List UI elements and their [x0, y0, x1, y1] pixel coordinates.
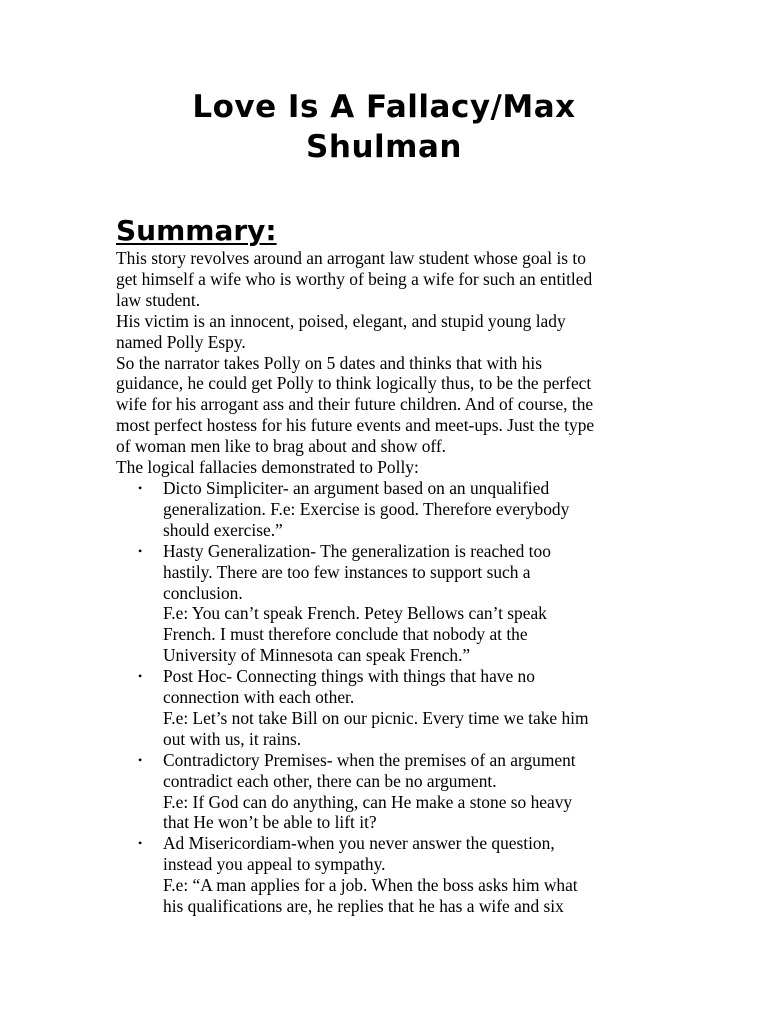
- text-line: So the narrator takes Polly on 5 dates and thinks that with his: [116, 352, 543, 373]
- text-line: F.e: Let’s not take Bill on our picnic. Every time we take him: [163, 707, 589, 728]
- text-line: wife for his arrogant ass and their future children. And of course, the: [116, 394, 594, 415]
- text-line: His victim is an innocent, poised, elegant, and stupid young lady: [116, 310, 566, 331]
- text-line: instead you appeal to sympathy.: [163, 854, 386, 875]
- text-line: most perfect hostess for his future events and meet-ups. Just the type: [116, 415, 595, 436]
- text-line: Contradictory Premises- when the premises of an argument: [163, 749, 576, 770]
- title-line: Shulman: [306, 129, 462, 165]
- bullet-icon: •: [138, 669, 143, 684]
- text-line: conclusion.: [163, 582, 243, 603]
- text-line: This story revolves around an arrogant law student whose goal is to: [116, 248, 586, 268]
- text-line: Dicto Simpliciter- an argument based on an unqualified: [163, 477, 550, 498]
- intro-paragraph: [116, 248, 656, 311]
- text-line: that He won’t be able to lift it?: [163, 812, 377, 833]
- fallacies-intro: [116, 457, 656, 478]
- text-line: Post Hoc- Connecting things with things that have no: [163, 666, 535, 687]
- text-line: contradict each other, there can be no argument.: [163, 770, 497, 791]
- text-line: hastily. There are too few instances to support such a: [163, 561, 531, 582]
- text-line: generalization. F.e: Exercise is good. Therefore everybody: [163, 498, 570, 519]
- bullet-icon: •: [138, 752, 143, 767]
- text-line: F.e: You can’t speak French. Petey Bellows can’t speak: [163, 603, 547, 624]
- text-line: connection with each other.: [163, 687, 355, 708]
- summary-body: [116, 248, 656, 917]
- text-line: Hasty Generalization- The generalization is reached too: [163, 540, 551, 561]
- text-line: get himself a wife who is worthy of being a wife for such an entitled: [116, 268, 593, 289]
- text-line: University of Minnesota can speak French.”: [163, 645, 471, 666]
- fallacy-list: [116, 478, 656, 917]
- text-line: his qualifications are, he replies that he has a wife and six: [163, 896, 564, 917]
- bullet-icon: •: [138, 480, 143, 495]
- dates-paragraph: [116, 353, 656, 458]
- list-item: [116, 541, 656, 666]
- summary-heading: Summary:: [116, 214, 277, 247]
- bullet-icon: •: [138, 543, 143, 558]
- text-line: The logical fallacies demonstrated to Polly:: [116, 457, 419, 478]
- title-line: Love Is A Fallacy/Max: [192, 89, 576, 125]
- text-line: guidance, he could get Polly to think logically thus, to be the perfect: [116, 373, 592, 394]
- list-item: [116, 750, 656, 834]
- bullet-icon: •: [138, 836, 143, 851]
- text-line: F.e: “A man applies for a job. When the boss asks him what: [163, 875, 578, 896]
- text-line: law student.: [116, 289, 201, 310]
- list-item: [116, 833, 656, 917]
- list-item: [116, 478, 656, 541]
- text-line: F.e: If God can do anything, can He make a stone so heavy: [163, 791, 573, 812]
- text-line: out with us, it rains.: [163, 728, 302, 749]
- victim-paragraph: [116, 311, 656, 353]
- text-line: Ad Misericordiam-when you never answer the question,: [163, 833, 555, 854]
- text-line: French. I must therefore conclude that nobody at the: [163, 624, 528, 645]
- document-title: [116, 87, 652, 167]
- text-line: should exercise.”: [163, 519, 283, 540]
- list-item: [116, 666, 656, 750]
- text-line: of woman men like to brag about and show off.: [116, 436, 447, 457]
- text-line: named Polly Espy.: [116, 331, 246, 352]
